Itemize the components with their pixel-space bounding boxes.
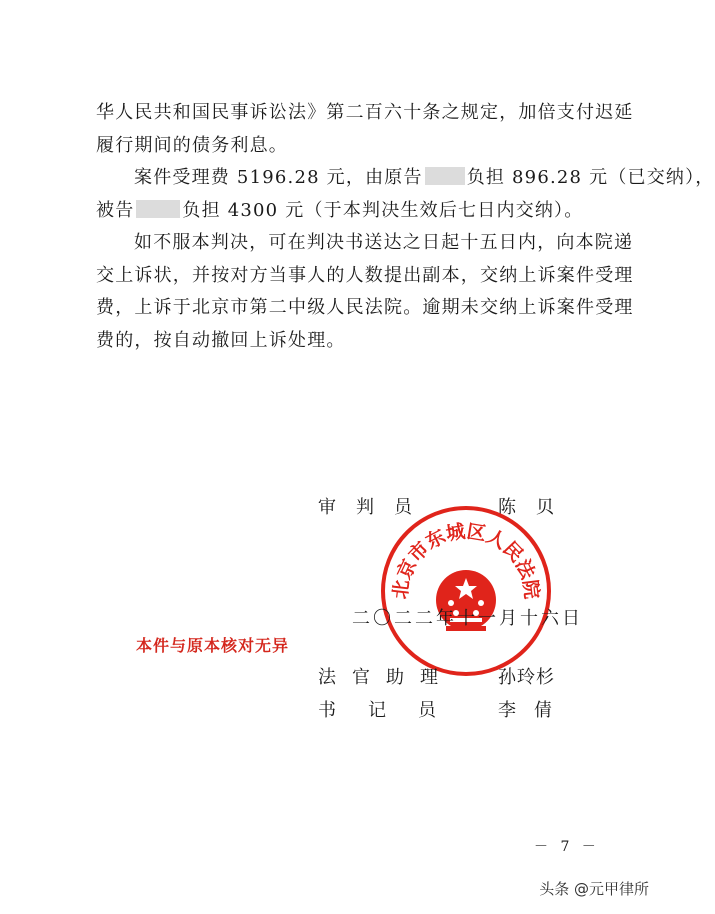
defendant-label: 被告 [96,200,135,221]
judge-name: 陈贝 [498,497,574,518]
paragraph-2-line-2 [96,200,583,222]
clerk-role: 书记员 [318,700,468,721]
paragraph-3-line-3: 费，上诉于北京市第二中级人民法院。逾期未交纳上诉案件受理 [96,297,634,318]
paragraph-3-line-4: 费的，按自动撤回上诉处理。 [96,330,346,351]
court-seal [380,505,552,677]
judgment-date: 二〇二二年十一月十六日 [352,608,583,629]
plaintiff-fee-text: 负担 896.28 元（已交纳）， [466,167,715,188]
paragraph-1-line-1: 华人民共和国民事诉讼法》第二百六十条之规定，加倍支付迟延 [96,102,634,123]
assistant-name: 孙玲杉 [498,667,555,688]
judge-role: 审判员 [318,497,432,518]
clerk-name: 李倩 [498,700,570,721]
certification-stamp: 本件与原本核对无异 [136,636,290,655]
paragraph-1-line-2: 履行期间的债务利息。 [96,135,288,156]
seal-text: 北京市东城区人民法院 [389,520,543,601]
paragraph-2-line-1 [134,167,715,189]
plaintiff-name-redacted [425,167,465,185]
watermark: 头条 @元甲律所 [539,880,649,898]
fee-text: 案件受理费 5196.28 元，由原告 [134,167,423,188]
defendant-name-redacted [136,200,180,218]
paragraph-3-line-1: 如不服本判决，可在判决书送达之日起十五日内，向本院递 [134,232,634,253]
defendant-fee-text: 负担 4300 元（于本判决生效后七日内交纳）。 [182,200,584,221]
paragraph-3-line-2: 交上诉状，并按对方当事人的人数提出副本，交纳上诉案件受理 [96,265,634,286]
page-number: － 7 － [534,839,600,855]
assistant-role: 法官助理 [318,667,454,688]
